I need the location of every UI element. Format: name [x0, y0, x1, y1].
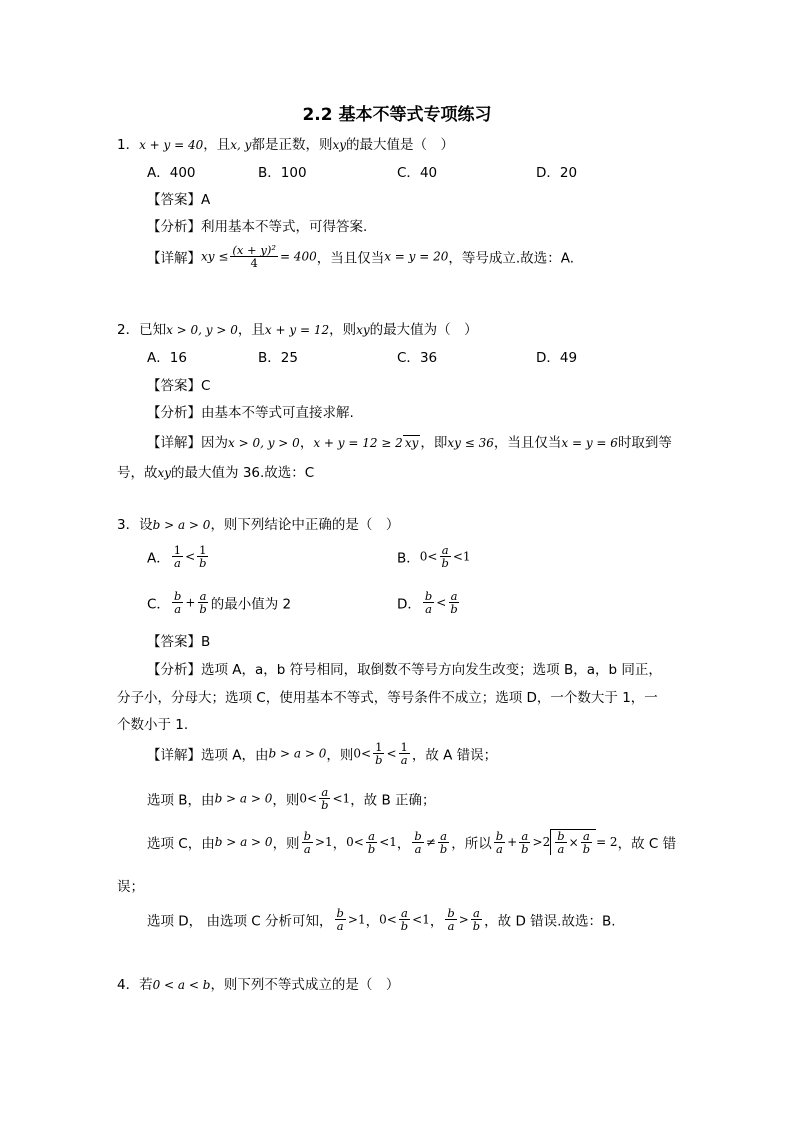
option-label: A．: [147, 165, 170, 181]
answer-value: B: [201, 634, 211, 650]
fraction-numerator: a: [368, 828, 375, 843]
fraction-numerator: (x + y)²: [232, 243, 276, 257]
analysis-line: [147, 401, 354, 421]
detail-text: ，当且仅当: [493, 435, 562, 451]
square-root: [550, 829, 596, 855]
detail-tag: 【详解】: [147, 747, 201, 764]
option-c: [397, 161, 437, 181]
math-number: 0: [346, 835, 354, 850]
math-expr: x + y = 12 ≥ 2: [313, 436, 403, 450]
math-number: 1: [325, 835, 333, 850]
math-operator: >: [314, 835, 325, 850]
detail-line-c-cont: 误；: [117, 879, 144, 895]
stem-text: 的最大值为（ ）: [369, 322, 478, 338]
fraction-denominator: a: [400, 753, 408, 768]
fraction: [399, 907, 410, 932]
math-operator: +: [507, 835, 518, 850]
option-value: 25: [280, 350, 298, 366]
math-expr: b > a > 0: [214, 791, 273, 806]
fraction: [319, 786, 330, 811]
detail-text: ，故 A 错误；: [411, 747, 498, 764]
detail-text: 号，故: [117, 465, 158, 481]
option-d: [536, 161, 577, 181]
fraction: [230, 244, 278, 269]
fraction: [438, 830, 449, 855]
option-label: C．: [397, 165, 420, 181]
math-expr: x = y = 6: [561, 436, 618, 450]
fraction: [555, 830, 566, 855]
math-expr: xy ≤ 36: [447, 436, 494, 450]
fraction-denominator: a: [557, 842, 565, 857]
fraction-denominator: b: [375, 753, 383, 768]
fraction-numerator: a: [450, 589, 458, 603]
math-expr: b > a > 0: [268, 746, 327, 761]
math-expr: b > a > 0: [152, 518, 211, 532]
math-operator: ≠: [425, 835, 436, 850]
option-a: [147, 346, 187, 366]
detail-text: 选项 C，由: [147, 836, 215, 853]
fraction-denominator: a: [336, 919, 344, 934]
fraction-denominator: b: [582, 842, 591, 857]
option-a: [147, 161, 196, 181]
math-operator: >: [347, 912, 358, 927]
fraction-numerator: b: [173, 589, 182, 603]
fraction-numerator: 1: [173, 543, 182, 557]
math-operator: <: [332, 791, 343, 806]
option-label: D．: [397, 596, 421, 613]
stem-text: 的最大值是（ ）: [346, 137, 455, 153]
detail-text: ，: [396, 836, 411, 853]
math-expr: xy: [356, 323, 370, 337]
fraction-denominator: a: [173, 556, 181, 571]
math-number: 0: [379, 912, 387, 927]
math-expr: x + y = 12: [264, 323, 330, 337]
fraction-denominator: b: [441, 556, 449, 571]
fraction-numerator: a: [521, 828, 529, 843]
detail-text: ，故 C 错: [617, 836, 677, 853]
option-label: B．: [397, 550, 420, 567]
analysis-tag: 【分析】: [147, 405, 201, 421]
fraction: [423, 590, 434, 615]
math-expr: x > 0, y > 0: [228, 436, 300, 450]
fraction: [445, 907, 456, 932]
option-value: 49: [559, 350, 578, 366]
stem-text: 都是正数，则: [251, 137, 333, 153]
option-value: 40: [419, 165, 438, 181]
square-root-coefficient: 2: [542, 835, 551, 850]
math-expr: xy: [332, 138, 347, 152]
analysis-line: [147, 215, 367, 235]
math-expr: x > 0, y > 0: [166, 323, 238, 337]
question-1-stem: [117, 133, 454, 153]
fraction-denominator: b: [472, 919, 481, 934]
math-operator: <: [386, 912, 397, 927]
math-expr: x, y: [230, 138, 252, 152]
option-d: [536, 346, 577, 366]
answer-line: [147, 188, 210, 208]
fraction: [335, 907, 346, 932]
math-number: 0: [419, 549, 428, 564]
option-label: A．: [147, 350, 170, 366]
fraction-numerator: b: [557, 829, 565, 843]
fraction-numerator: b: [414, 828, 422, 843]
detail-line-d: [147, 907, 616, 932]
analysis-line: [147, 658, 662, 678]
detail-text: 因为: [201, 435, 228, 451]
option-value: 100: [280, 165, 307, 181]
option-c: [147, 590, 291, 615]
option-label: D．: [536, 165, 560, 181]
detail-line-c: [147, 829, 676, 855]
option-b: [258, 161, 307, 181]
detail-text: ，: [365, 913, 380, 930]
fraction-denominator: b: [367, 841, 376, 856]
option-value: 400: [169, 165, 196, 181]
fraction-denominator: a: [447, 919, 455, 934]
fraction-numerator: a: [441, 543, 449, 557]
stem-text: ，且: [203, 137, 231, 153]
detail-text: 选项 A，由: [201, 747, 269, 764]
fraction-denominator: a: [303, 841, 311, 856]
detail-text: ，则: [272, 792, 300, 809]
math-expr: xy: [157, 466, 172, 480]
fraction-denominator: 4: [250, 256, 258, 271]
answer-line: [147, 630, 210, 650]
detail-text: ，等号成立.故选：A.: [448, 250, 574, 267]
fraction-numerator: b: [495, 828, 504, 843]
option-c: [397, 346, 437, 366]
answer-value: A: [201, 192, 211, 208]
math-number: 1: [357, 912, 366, 927]
question-3-stem: [117, 513, 399, 533]
detail-text: ，故 D 错误.故选：B.: [484, 913, 616, 930]
fraction-numerator: a: [401, 906, 408, 920]
fraction-denominator: b: [199, 556, 207, 571]
option-value: 20: [559, 165, 578, 181]
fraction-numerator: 1: [375, 740, 383, 754]
option-label: C．: [397, 350, 420, 366]
detail-text: ，: [299, 435, 314, 451]
fraction-denominator: a: [425, 602, 433, 617]
answer-tag: 【答案】: [147, 634, 201, 650]
analysis-text: 利用基本不等式，可得答案.: [201, 219, 368, 235]
detail-line: [147, 244, 574, 269]
math-expr: = 400: [279, 249, 317, 264]
math-expr: xy ≤: [201, 249, 229, 264]
option-value: 36: [419, 350, 438, 366]
fraction-numerator: b: [336, 906, 344, 920]
fraction: [373, 741, 384, 766]
fraction-numerator: a: [440, 828, 447, 843]
math-operator: <: [452, 549, 463, 564]
fraction-denominator: b: [321, 798, 329, 813]
fraction-denominator: a: [174, 602, 182, 617]
math-operator: <: [386, 746, 397, 761]
detail-text: 选项 B，由: [147, 792, 215, 809]
option-label: A．: [147, 550, 170, 567]
math-number: 1: [342, 791, 351, 806]
math-operator: >: [532, 835, 543, 850]
math-number: 1: [422, 912, 430, 927]
math-expr: = 2: [596, 835, 618, 850]
detail-text: 选项 D， 由选项 C 分析可知，: [147, 913, 333, 930]
math-operator: <: [307, 791, 318, 806]
question-2-stem: [117, 318, 478, 338]
detail-line-2: [117, 461, 314, 481]
fraction: [197, 544, 208, 569]
square-root: xy: [404, 436, 419, 450]
fraction-denominator: b: [439, 841, 448, 856]
fraction-numerator: a: [321, 785, 329, 799]
fraction: [412, 830, 423, 855]
option-label: D．: [536, 350, 560, 366]
answer-tag: 【答案】: [147, 192, 201, 208]
math-operator: <: [379, 835, 390, 850]
fraction: [519, 830, 530, 855]
fraction: [197, 590, 208, 615]
stem-text: ，则下列不等式成立的是（ ）: [210, 977, 400, 993]
math-operator: <: [436, 595, 447, 610]
fraction-numerator: a: [582, 829, 590, 843]
math-operator: +: [185, 595, 196, 610]
analysis-line-3: 个数小于 1.: [117, 717, 189, 733]
fraction-denominator: b: [450, 602, 458, 617]
fraction-numerator: a: [473, 906, 480, 920]
math-operator: <: [361, 746, 372, 761]
option-d: [397, 590, 462, 615]
stem-text: 设: [139, 517, 153, 533]
option-label: C．: [147, 596, 170, 613]
detail-line-a: [147, 741, 497, 766]
answer-tag: 【答案】: [147, 378, 201, 394]
fraction: [581, 830, 592, 855]
fraction: [399, 741, 410, 766]
stem-text: 若: [139, 977, 153, 993]
math-number: 0: [299, 791, 308, 806]
fraction-numerator: 1: [199, 543, 207, 557]
fraction: [471, 907, 482, 932]
math-operator: <: [427, 549, 438, 564]
fraction: [494, 830, 505, 855]
detail-text: ，则: [326, 747, 354, 764]
math-expr: x = y = 20: [384, 249, 449, 264]
option-text: 的最小值为 2: [210, 596, 292, 613]
fraction-numerator: b: [447, 906, 455, 920]
option-label: B．: [258, 165, 281, 181]
analysis-tag: 【分析】: [147, 219, 201, 235]
analysis-tag: 【分析】: [147, 662, 201, 678]
detail-text: ，: [332, 836, 347, 853]
fraction-numerator: b: [303, 828, 311, 843]
math-operator: ×: [568, 835, 579, 850]
math-operator: <: [412, 912, 423, 927]
stem-text: 已知: [139, 322, 167, 338]
fraction-denominator: a: [495, 841, 503, 856]
detail-text: ，: [429, 913, 444, 930]
math-number: 1: [389, 835, 397, 850]
fraction-denominator: a: [414, 841, 422, 856]
math-expr: 0 < a < b: [152, 978, 211, 992]
math-operator: <: [353, 835, 364, 850]
detail-text: 的最大值为 36.故选：C: [171, 465, 315, 481]
fraction: [439, 544, 450, 569]
option-label: B．: [258, 350, 281, 366]
option-value: 16: [169, 350, 187, 366]
stem-text: ，则下列结论中正确的是（ ）: [210, 517, 400, 533]
detail-line-b: [147, 786, 436, 811]
detail-text: ，即: [420, 435, 448, 451]
detail-text: ，当且仅当: [316, 250, 385, 267]
stem-text: ，则: [329, 322, 357, 338]
page-title: 2.2 基本不等式专项练习: [302, 105, 492, 125]
question-number: 4．: [117, 977, 140, 993]
detail-text: ，故 B 正确；: [350, 792, 436, 809]
fraction-numerator: 1: [400, 740, 408, 754]
detail-tag: 【详解】: [147, 435, 201, 451]
detail-text: ，则: [272, 836, 300, 853]
analysis-line-2: 分子小，分母大；选项 C，使用基本不等式，等号条件不成立；选项 D，一个数大于 1，一: [117, 690, 658, 706]
fraction: [448, 590, 459, 615]
math-number: 1: [462, 549, 471, 564]
option-a: [147, 544, 211, 569]
detail-tag: 【详解】: [147, 250, 201, 267]
fraction-denominator: b: [199, 602, 207, 617]
fraction-numerator: a: [199, 589, 207, 603]
fraction: [366, 830, 377, 855]
fraction-numerator: b: [424, 589, 433, 603]
question-4-stem: [117, 973, 399, 993]
fraction: [302, 830, 313, 855]
question-number: 1．: [117, 137, 140, 153]
math-expr: b > a > 0: [214, 835, 273, 850]
math-operator: >: [458, 912, 469, 927]
option-b: [397, 544, 471, 569]
analysis-text: 由基本不等式可直接求解.: [201, 405, 354, 421]
answer-line: [147, 374, 210, 394]
question-number: 2．: [117, 322, 140, 338]
answer-value: C: [201, 378, 211, 394]
math-operator: <: [185, 549, 196, 564]
math-number: 0: [353, 746, 362, 761]
math-expr: x + y = 40: [139, 138, 204, 152]
detail-text: ，所以: [451, 836, 492, 853]
fraction: [172, 590, 183, 615]
fraction: [172, 544, 183, 569]
analysis-text: 选项 A，a，b 符号相同，取倒数不等号方向发生改变；选项 B，a，b 同正，: [201, 662, 662, 678]
fraction-denominator: b: [400, 919, 409, 934]
question-number: 3．: [117, 517, 140, 533]
fraction-denominator: b: [521, 841, 529, 856]
stem-text: ，且: [237, 322, 265, 338]
option-b: [258, 346, 298, 366]
detail-line: [147, 431, 672, 451]
detail-text: 时取到等: [617, 435, 672, 451]
